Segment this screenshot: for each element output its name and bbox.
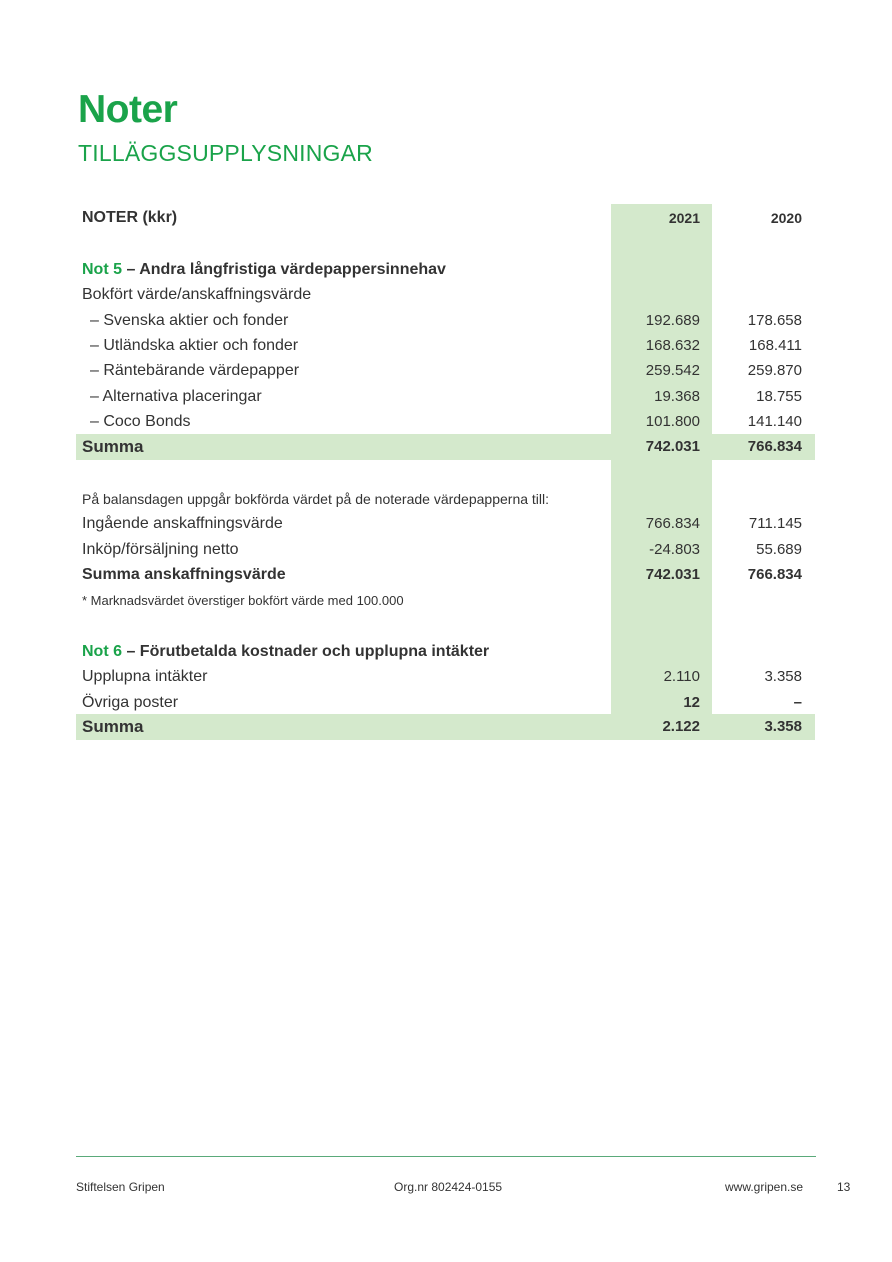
footer-org-nr: Org.nr 802424-0155	[394, 1180, 503, 1194]
value-2021: 259.542	[645, 362, 700, 379]
balance-summa-row	[0, 563, 892, 587]
value-2021: 101.800	[645, 413, 700, 430]
note5-subheading: Bokfört värde/anskaffningsvärde	[82, 286, 312, 303]
row-label: Ingående anskaffningsvärde	[82, 515, 283, 532]
table-row	[0, 359, 892, 383]
value-2021: 766.834	[645, 515, 700, 532]
footer-divider	[76, 1156, 816, 1157]
table-row	[0, 334, 892, 358]
summa-label: Summa	[82, 717, 144, 736]
value-2020: 259.870	[747, 362, 802, 379]
balance-summa-2021: 742.031	[645, 566, 700, 583]
table-row	[0, 385, 892, 409]
row-label: Upplupna intäkter	[82, 668, 208, 685]
table-row	[0, 309, 892, 333]
summa-2020: 3.358	[764, 718, 802, 735]
summa-2021: 2.122	[662, 718, 700, 735]
note6-number: Not 6	[82, 643, 122, 660]
value-2020: 711.145	[748, 515, 802, 532]
value-2020: 168.411	[748, 337, 802, 354]
column-header-2020: 2020	[770, 210, 802, 226]
note6-title-row	[0, 640, 892, 664]
value-2020: 3.358	[764, 668, 802, 685]
note5-title: – Andra långfristiga värdepappersinnehav	[122, 261, 446, 278]
balance-summa-2020: 766.834	[747, 566, 802, 583]
row-label: – Coco Bonds	[90, 413, 191, 430]
value-2021: 12	[683, 694, 700, 711]
footer-website: www.gripen.se	[725, 1180, 804, 1194]
value-2020: 18.755	[756, 388, 802, 405]
note5-title-row	[0, 258, 892, 282]
note6-summa-row	[0, 715, 892, 739]
table-row	[0, 665, 892, 689]
summa-label: Summa	[82, 437, 144, 456]
page-title: Noter	[78, 88, 178, 131]
table-header-row	[0, 206, 892, 230]
value-2020: 55.689	[756, 541, 802, 558]
table-row	[0, 410, 892, 434]
note5-subheading-row	[0, 283, 892, 307]
note5-summa-row	[0, 435, 892, 459]
balance-text-row	[0, 487, 892, 511]
value-2021: 2.110	[663, 668, 700, 685]
value-2020: –	[793, 694, 802, 711]
note6-title: – Förutbetalda kostnader och upplupna intäkter	[122, 643, 490, 660]
summa-2020: 766.834	[747, 438, 802, 455]
note5-number: Not 5	[82, 261, 122, 278]
row-label: – Svenska aktier och fonder	[90, 312, 289, 329]
value-2021: -24.803	[649, 541, 700, 558]
row-label: – Räntebärande värdepapper	[90, 362, 300, 379]
table-row	[0, 512, 892, 536]
footnote: * Marknadsvärdet överstiger bokfört värde med 100.000	[82, 593, 404, 608]
column-header-2021: 2021	[668, 210, 700, 226]
balance-text: På balansdagen uppgår bokförda värdet på de noterade värdepapperna till:	[82, 491, 550, 507]
value-2020: 178.658	[747, 312, 802, 329]
table-heading: NOTER (kkr)	[82, 209, 178, 226]
table-row	[0, 691, 892, 715]
balance-summa-label: Summa anskaffningsvärde	[82, 566, 286, 583]
table-row	[0, 538, 892, 562]
row-label: Övriga poster	[82, 694, 179, 711]
value-2021: 19.368	[654, 388, 700, 405]
footnote-row	[0, 589, 892, 613]
row-label: Inköp/försäljning netto	[82, 541, 239, 558]
footer-org-name: Stiftelsen Gripen	[76, 1180, 165, 1194]
value-2021: 192.689	[645, 312, 700, 329]
value-2020: 141.140	[747, 413, 802, 430]
summa-2021: 742.031	[645, 438, 700, 455]
page-number: 13	[837, 1180, 851, 1194]
page-subtitle: TILLÄGGSUPPLYSNINGAR	[78, 140, 373, 166]
value-2021: 168.632	[645, 337, 700, 354]
row-label: – Utländska aktier och fonder	[90, 337, 299, 354]
row-label: – Alternativa placeringar	[90, 388, 262, 405]
